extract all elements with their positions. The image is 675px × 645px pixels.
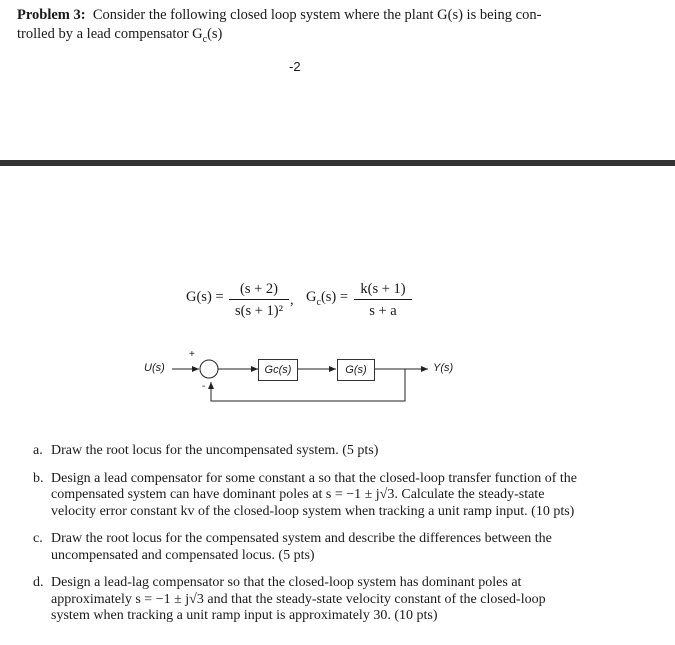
comp-lhs-sub: c — [316, 296, 321, 308]
question-a — [33, 443, 583, 460]
question-marker: c. — [33, 531, 43, 546]
input-label: U(s) — [144, 362, 165, 374]
problem-label: Problem 3: — [17, 7, 86, 23]
plus-sign: + — [189, 349, 195, 360]
question-marker: d. — [33, 575, 44, 590]
comp-numerator: k(s + 1) — [360, 281, 406, 297]
plant-lhs: G(s) = — [186, 289, 224, 305]
compensator-block: Gc(s) — [258, 359, 298, 381]
question-list — [33, 443, 583, 636]
question-text: Design a lead compensator for some constant a so that the closed-loop transfer function of the compensated system can have dominant poles at s = −1 ± j√3. Calculate the steady-state velocity error constant kv of the closed-loop system when tracking a unit ramp input. (10 pts) — [51, 470, 578, 519]
plant-numerator: (s + 2) — [240, 281, 278, 297]
page-number: -2 — [289, 59, 301, 74]
question-c — [33, 531, 583, 564]
question-text: Draw the root locus for the uncompensated system. (5 pts) — [51, 443, 379, 458]
feedback-path — [211, 369, 405, 401]
plant-block: G(s) — [337, 359, 375, 381]
plant-denominator: s(s + 1)² — [235, 303, 283, 319]
question-d — [33, 575, 583, 625]
output-label: Y(s) — [433, 362, 454, 374]
comp-lhs-main: G — [306, 289, 317, 305]
problem-intro: Consider the following closed loop system where the plant G(s) is being con- — [92, 7, 542, 23]
question-text: Draw the root locus for the compensated system and describe the differences between the uncompensated and compensated locus. (5 pts) — [51, 531, 552, 563]
comp-denominator: s + a — [369, 303, 397, 319]
problem-intro-cont: trolled by a lead compensator G — [17, 26, 203, 42]
question-b — [33, 471, 583, 521]
question-marker: b. — [33, 470, 44, 486]
question-text: Design a lead-lag compensator so that the closed-loop system has dominant poles at approximately s = −1 ± j√3 and that the steady-state velocity constant of the closed-loop system when tracking a unit ramp input is approximately 30. (10 pts) — [51, 575, 546, 623]
problem-intro-end: (s) — [207, 26, 223, 42]
equation-comma: , — [290, 292, 294, 308]
compensator-subscript: c — [202, 33, 208, 45]
summing-junction — [200, 360, 218, 378]
minus-sign: - — [202, 381, 206, 392]
comp-lhs-end: (s) = — [320, 289, 349, 305]
question-marker: a. — [33, 443, 43, 458]
